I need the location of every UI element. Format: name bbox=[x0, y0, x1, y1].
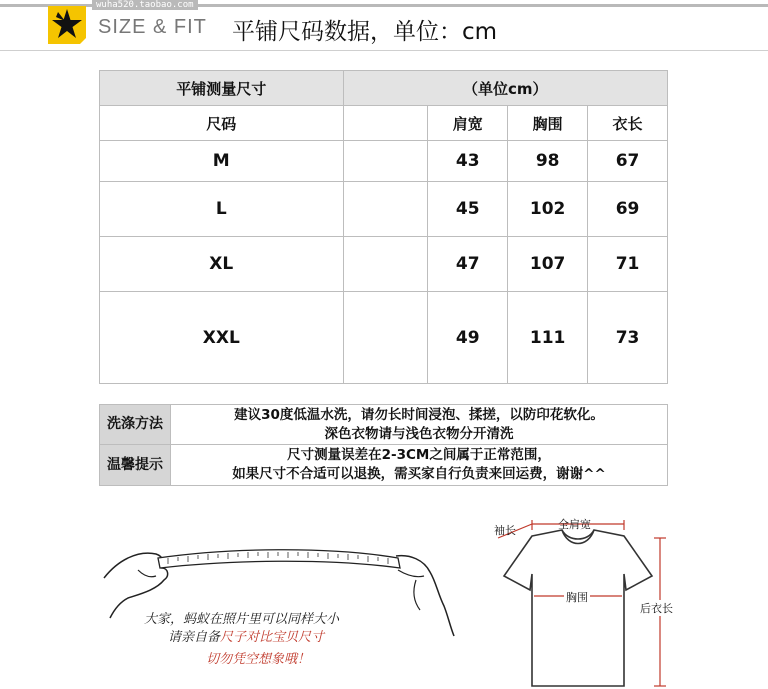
note-line-2b: 尺子对比宝贝尺寸 bbox=[220, 630, 325, 645]
size-table bbox=[99, 70, 668, 384]
blank-cell bbox=[343, 292, 428, 384]
header-divider bbox=[0, 50, 768, 51]
note-line-1: 大家，蚂蚁在照片里可以同样大小 bbox=[144, 612, 340, 627]
tip-line-2: 如果尺寸不合适可以退换，需买家自行负责来回运费，谢谢^^ bbox=[232, 466, 606, 482]
shoulder-cell: 49 bbox=[428, 292, 508, 384]
header-row bbox=[100, 106, 668, 141]
length-cell: 67 bbox=[588, 141, 668, 182]
sleeve-label: 袖长 bbox=[494, 524, 516, 537]
chest-cell: 98 bbox=[508, 141, 588, 182]
wash-line-1: 建议30度低温水洗，请勿长时间浸泡、揉搓，以防印花软化。 bbox=[234, 406, 604, 423]
care-table bbox=[99, 404, 668, 486]
blank-cell bbox=[343, 237, 428, 292]
header-blank bbox=[343, 106, 428, 141]
tip-text bbox=[171, 445, 668, 486]
blank-cell bbox=[343, 141, 428, 182]
wash-label: 洗涤方法 bbox=[100, 405, 171, 445]
note-line-3: 切勿凭空想象哦！ bbox=[206, 652, 311, 667]
shoulder-cell: 43 bbox=[428, 141, 508, 182]
caption-left: 平铺测量尺寸 bbox=[100, 71, 344, 106]
header-length: 衣长 bbox=[588, 106, 668, 141]
star-logo-icon bbox=[48, 6, 86, 44]
title-en: SIZE & FIT bbox=[98, 16, 207, 38]
length-cell: 71 bbox=[588, 237, 668, 292]
table-row bbox=[100, 182, 668, 237]
header-size: 尺码 bbox=[100, 106, 344, 141]
shoulder-cell: 47 bbox=[428, 237, 508, 292]
title-cn: 平铺尺码数据，单位：cm bbox=[232, 19, 498, 45]
header-shoulder: 肩宽 bbox=[428, 106, 508, 141]
shoulder-cell: 45 bbox=[428, 182, 508, 237]
length-cell: 69 bbox=[588, 182, 668, 237]
chest-label: 胸围 bbox=[566, 591, 588, 604]
wash-line-2: 深色衣物请与浅色衣物分开清洗 bbox=[324, 425, 514, 442]
tip-label: 温馨提示 bbox=[100, 445, 171, 486]
note-line-2 bbox=[168, 626, 324, 645]
length-label: 后衣长 bbox=[640, 602, 673, 615]
wash-text bbox=[171, 405, 668, 445]
blank-cell bbox=[343, 182, 428, 237]
caption-right: （单位cm） bbox=[343, 71, 667, 106]
note-line-2a: 请亲自备 bbox=[168, 630, 221, 645]
chest-cell: 111 bbox=[508, 292, 588, 384]
header-chest: 胸围 bbox=[508, 106, 588, 141]
table-row bbox=[100, 141, 668, 182]
shoulder-label: 全肩宽 bbox=[558, 518, 591, 531]
tip-line-1: 尺寸测量误差在2-3CM之间属于正常范围， bbox=[287, 447, 551, 463]
size-cell: M bbox=[100, 141, 344, 182]
table-row bbox=[100, 237, 668, 292]
length-cell: 73 bbox=[588, 292, 668, 384]
shop-url: wuha520.taobao.com bbox=[92, 0, 198, 10]
tape-measure-illustration bbox=[98, 520, 460, 688]
chest-cell: 107 bbox=[508, 237, 588, 292]
size-cell: XL bbox=[100, 237, 344, 292]
size-cell: L bbox=[100, 182, 344, 237]
tshirt-diagram bbox=[484, 512, 684, 689]
chest-cell: 102 bbox=[508, 182, 588, 237]
size-cell: XXL bbox=[100, 292, 344, 384]
table-row bbox=[100, 292, 668, 384]
